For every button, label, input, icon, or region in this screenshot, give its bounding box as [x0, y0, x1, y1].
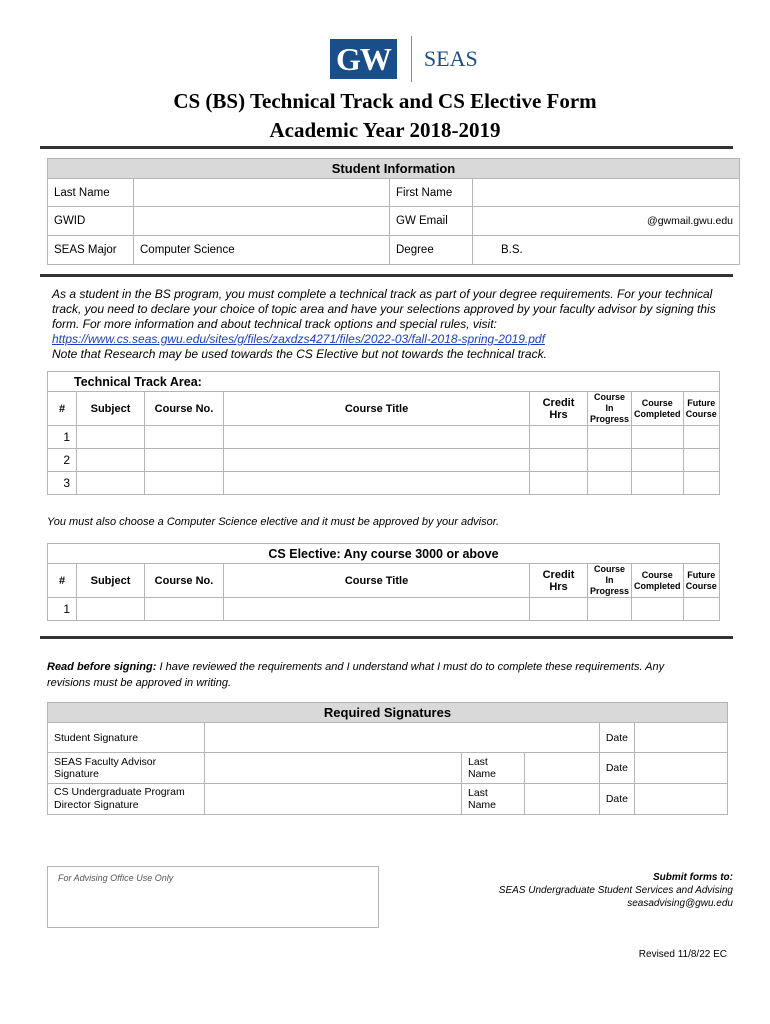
mid-rule-2 [40, 636, 733, 639]
student-date-label: Date [599, 723, 634, 753]
col-course-title: Course Title [224, 564, 530, 598]
col-in-progress [588, 564, 632, 598]
col-in-progress-line2: Progress [590, 586, 630, 596]
last-name-label: Last Name [48, 179, 134, 207]
col-in-progress [588, 392, 632, 426]
course-title-cell[interactable] [224, 449, 530, 472]
credit-hrs-cell[interactable] [530, 472, 588, 495]
major-field[interactable]: Computer Science [134, 236, 390, 265]
director-date-label: Date [599, 784, 634, 815]
col-in-progress-line1: Course In [594, 564, 626, 585]
in-progress-cell[interactable] [588, 426, 632, 449]
gwid-label: GWID [48, 207, 134, 236]
col-num: # [48, 564, 77, 598]
col-in-progress-line1: Course In [594, 392, 626, 413]
col-course-title: Course Title [224, 392, 530, 426]
subject-cell[interactable] [77, 598, 145, 621]
col-future-line1: Future [687, 397, 716, 408]
form-title: CS (BS) Technical Track and CS Elective Form [173, 89, 597, 113]
mid-rule-1 [40, 274, 733, 277]
credit-hrs-cell[interactable] [530, 449, 588, 472]
first-name-field[interactable] [473, 179, 740, 207]
col-completed-line2: Completed [634, 408, 681, 419]
col-future-line2: Course [685, 408, 717, 419]
read-before-signing [47, 659, 707, 691]
major-label: SEAS Major [48, 236, 134, 265]
col-future [683, 392, 719, 426]
row-number: 1 [48, 598, 77, 621]
col-future-line2: Course [685, 580, 717, 591]
course-no-cell[interactable] [145, 598, 224, 621]
future-cell[interactable] [683, 472, 719, 495]
row-number: 1 [48, 426, 77, 449]
advising-office-box[interactable] [47, 866, 379, 928]
row-number: 3 [48, 472, 77, 495]
advisor-signature-field[interactable] [205, 753, 462, 784]
revised-note: Revised 11/8/22 EC [638, 949, 727, 960]
advisor-date-label: Date [599, 753, 634, 784]
read-before-text: I have reviewed the requirements and I understand what I must do to complete these requirements. Any revisions must be approved in writing. [47, 661, 665, 689]
elective-note: You must also choose a Computer Science elective and it must be approved by your advisor. [47, 516, 500, 528]
col-subject: Subject [77, 392, 145, 426]
technical-track-title: Technical Track Area: [48, 372, 720, 392]
submit-forms-block [420, 871, 733, 910]
submit-office: SEAS Undergraduate Student Services and Advising [498, 885, 733, 896]
top-rule [40, 146, 733, 149]
course-no-cell[interactable] [145, 472, 224, 495]
gw-logo-mark: GW [330, 39, 397, 79]
table-row [48, 598, 720, 621]
form-subtitle: Academic Year 2018-2019 [269, 118, 501, 142]
cs-elective-table [47, 543, 720, 621]
gw-seas-logo [330, 36, 478, 82]
gw-email-field[interactable]: @gwmail.gwu.edu [473, 207, 740, 236]
col-completed [632, 564, 684, 598]
director-last-name-label: Last Name [462, 784, 525, 815]
submit-email: seasadvising@gwu.edu [627, 898, 733, 909]
table-row [48, 449, 720, 472]
director-signature-label [48, 784, 205, 815]
student-info-table [47, 158, 740, 265]
cs-elective-title: CS Elective: Any course 3000 or above [48, 544, 720, 564]
director-date-field[interactable] [635, 784, 728, 815]
col-completed-line1: Course [641, 569, 673, 580]
degree-label: Degree [390, 236, 473, 265]
student-signature-field[interactable] [205, 723, 600, 753]
in-progress-cell[interactable] [588, 598, 632, 621]
course-title-cell[interactable] [224, 598, 530, 621]
col-course-no: Course No. [145, 564, 224, 598]
signatures-table [47, 702, 728, 815]
credit-hrs-cell[interactable] [530, 426, 588, 449]
gwid-field[interactable] [134, 207, 390, 236]
col-in-progress-line2: Progress [590, 414, 630, 424]
course-no-cell[interactable] [145, 426, 224, 449]
completed-cell[interactable] [632, 449, 684, 472]
intro-text: As a student in the BS program, you must complete a technical track as part of your degree requirements. For your technical track, you need to declare your choice of topic area and have your selections approved by your faculty advisor by signing this form. For more information and about technical track options and special rules, visit: [52, 287, 716, 331]
student-info-header: Student Information [48, 159, 740, 179]
first-name-label: First Name [390, 179, 473, 207]
student-date-field[interactable] [635, 723, 728, 753]
signatures-header: Required Signatures [48, 703, 728, 723]
advisor-signature-label: SEAS Faculty Advisor Signature [48, 753, 205, 784]
student-signature-label: Student Signature [48, 723, 205, 753]
completed-cell[interactable] [632, 598, 684, 621]
intro-paragraph [52, 287, 732, 362]
future-cell[interactable] [683, 426, 719, 449]
in-progress-cell[interactable] [588, 449, 632, 472]
col-future-line1: Future [687, 569, 716, 580]
col-credit-hrs: Credit Hrs [530, 564, 588, 598]
credit-hrs-cell[interactable] [530, 598, 588, 621]
col-subject: Subject [77, 564, 145, 598]
last-name-field[interactable] [134, 179, 390, 207]
future-cell[interactable] [683, 449, 719, 472]
in-progress-cell[interactable] [588, 472, 632, 495]
advisor-last-name-label: Last Name [462, 753, 525, 784]
row-number: 2 [48, 449, 77, 472]
col-completed-line1: Course [641, 397, 673, 408]
director-signature-field[interactable] [205, 784, 462, 815]
logo-divider [411, 36, 412, 82]
director-last-name-field[interactable] [525, 784, 600, 815]
completed-cell[interactable] [632, 472, 684, 495]
course-no-cell[interactable] [145, 449, 224, 472]
tech-track-link[interactable]: https://www.cs.seas.gwu.edu/sites/g/files/zaxdzs4271/files/2022-03/fall-2018-spring-2019.pdf [52, 332, 545, 346]
col-future [683, 564, 719, 598]
course-title-cell[interactable] [224, 426, 530, 449]
degree-field[interactable]: B.S. [473, 236, 740, 265]
submit-title: Submit forms to: [653, 872, 733, 883]
col-course-no: Course No. [145, 392, 224, 426]
advisor-last-name-field[interactable] [525, 753, 600, 784]
future-cell[interactable] [683, 598, 719, 621]
table-row [48, 472, 720, 495]
col-credit-hrs: Credit Hrs [530, 392, 588, 426]
research-note: Note that Research may be used towards the CS Elective but not towards the technical track. [52, 347, 547, 361]
table-row [48, 426, 720, 449]
col-completed-line2: Completed [634, 580, 681, 591]
subject-cell[interactable] [77, 449, 145, 472]
technical-track-table [47, 371, 720, 495]
course-title-cell[interactable] [224, 472, 530, 495]
director-label-line2: Director Signature [54, 799, 139, 811]
col-completed [632, 392, 684, 426]
subject-cell[interactable] [77, 426, 145, 449]
col-num: # [48, 392, 77, 426]
advising-office-label: For Advising Office Use Only [58, 873, 174, 883]
director-label-line1: CS Undergraduate Program [54, 786, 185, 798]
advisor-date-field[interactable] [635, 753, 728, 784]
seas-logo-text: SEAS [423, 46, 478, 71]
completed-cell[interactable] [632, 426, 684, 449]
gw-email-label: GW Email [390, 207, 473, 236]
subject-cell[interactable] [77, 472, 145, 495]
read-before-label: Read before signing: [47, 661, 157, 673]
